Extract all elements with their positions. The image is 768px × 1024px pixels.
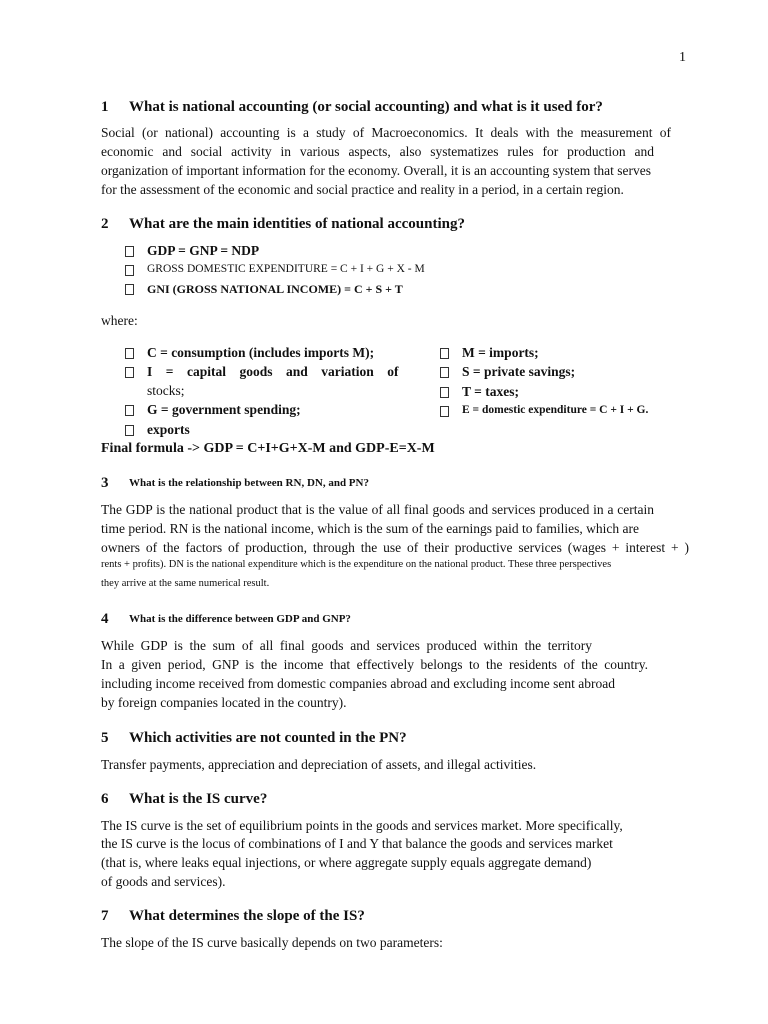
bullet-box-icon [125,246,134,257]
answer-line: by foreign companies located in the country). [101,695,347,710]
answer-line: (that is, where leaks equal injections, or where aggregate supply equals aggregate demand) [101,855,592,870]
question-title: What determines the slope of the IS? [129,908,365,924]
question-number: 2 [101,216,109,232]
answer-line: of goods and services). [101,874,226,889]
answer-line: economic and social activity in various aspects, also systematizes rules for production and [101,144,654,159]
question-number: 4 [101,611,109,627]
answer-line: While GDP is the sum of all final goods and services produced within the territory [101,638,592,653]
bullet-box-icon [440,367,449,378]
answer-line: organization of important information for the economy. Overall, it is an accounting system that serves [101,163,651,178]
where-label: where: [101,313,138,328]
answer-line: they arrive at the same numerical result. [101,578,270,589]
bullet-box-icon [125,405,134,416]
question-title: What is the IS curve? [129,791,268,807]
bullet-box-icon [440,406,449,417]
answer-line: rents + profits). DN is the national expenditure which is the expenditure on the national product. These three perspectives [101,559,612,570]
bullet-box-icon [125,265,134,276]
variable-item-continuation: stocks; [147,383,185,398]
answer-line: owners of the factors of production, through the use of their productive services (wages + interest + ) [101,540,689,555]
question-title: Which activities are not counted in the PN? [129,730,407,746]
answer-line: The GDP is the national product that is the value of all final goods and services produced in a certain [101,502,654,517]
answer-line: the IS curve is the locus of combinations of I and Y that balance the goods and services market [101,836,613,851]
question-title: What is national accounting (or social accounting) and what is it used for? [129,99,603,115]
question-number: 5 [101,730,109,746]
answer-line: Social (or national) accounting is a study of Macroeconomics. It deals with the measurement of [101,125,671,140]
question-number: 3 [101,475,109,491]
answer-line: In a given period, GNP is the income that effectively belongs to the residents of the country. [101,657,648,672]
question-title: What is the relationship between RN, DN, and PN? [129,477,369,489]
question-title: What is the difference between GDP and GNP? [129,613,351,625]
question-number: 7 [101,908,109,924]
bullet-box-icon [440,387,449,398]
bullet-box-icon [125,367,134,378]
answer-line: Transfer payments, appreciation and depreciation of assets, and illegal activities. [101,757,537,772]
answer-line: The IS curve is the set of equilibrium points in the goods and services market. More specifically, [101,818,623,833]
page-number: 1 [679,50,686,65]
question-title: What are the main identities of national accounting? [129,216,465,232]
bullet-box-icon [440,348,449,359]
final-formula: Final formula -> GDP = C+I+G+X-M and GDP-E=X-M [101,441,435,456]
answer-line: for the assessment of the economic and social practice and reality in a period, in a certain region. [101,182,624,197]
answer-line: time period. RN is the national income, which is the sum of the earnings paid to families, which are [101,521,639,536]
answer-line: including income received from domestic companies abroad and excluding income sent abroad [101,676,615,691]
question-number: 6 [101,791,109,807]
bullet-box-icon [125,348,134,359]
question-number: 1 [101,99,109,115]
bullet-box-icon [125,425,134,436]
answer-line: The slope of the IS curve basically depends on two parameters: [101,935,443,950]
bullet-box-icon [125,284,134,295]
